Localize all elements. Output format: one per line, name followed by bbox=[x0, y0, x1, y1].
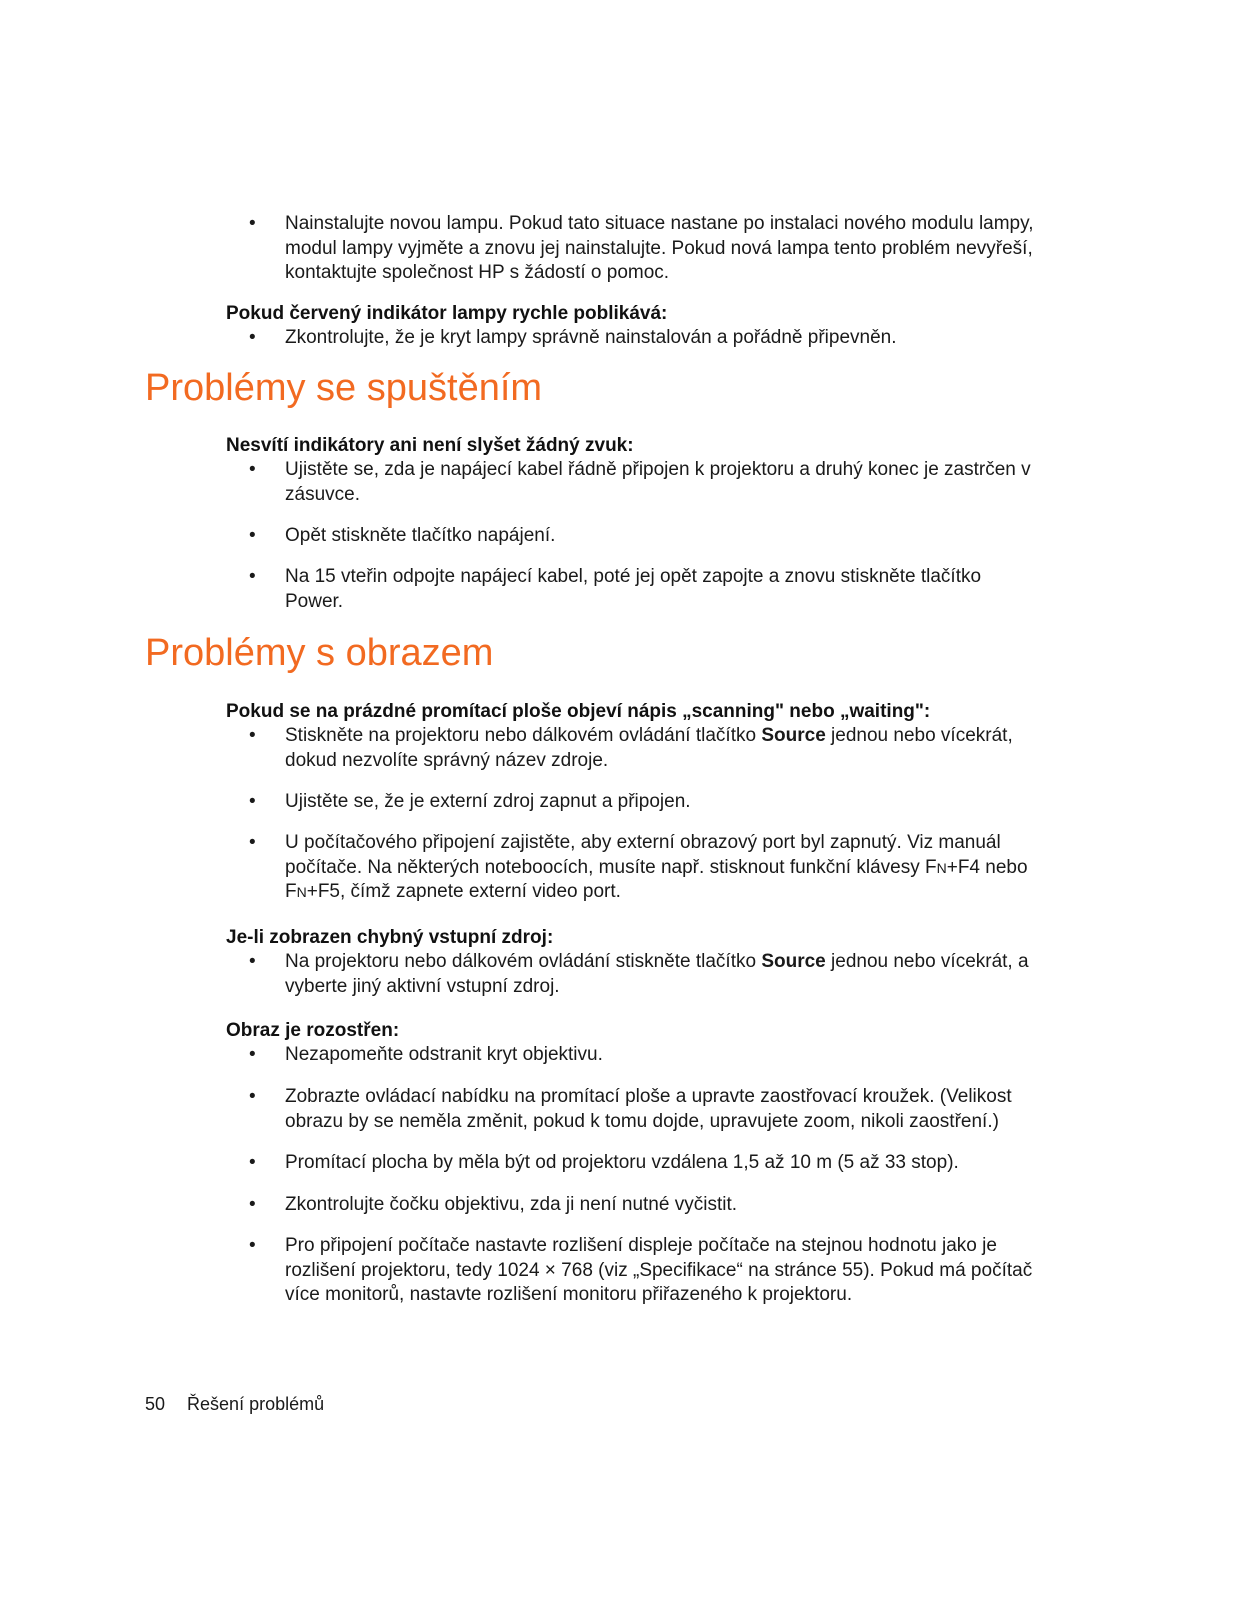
source-button-label: Source bbox=[761, 951, 826, 972]
list-item: • Na projektoru nebo dálkovém ovládání stiskněte tlačítko Source jednou nebo vícekrát, a vyberte jiný aktivní vstupní zdroj. bbox=[249, 951, 1029, 997]
key-name-small-caps: N bbox=[936, 859, 947, 876]
subheading: Obraz je rozostřen: bbox=[226, 1020, 400, 1041]
list-item-text: +F5, čímž zapnete externí video port. bbox=[306, 881, 621, 902]
list-item: • Promítací plocha by měla být od projektoru vzdálena 1,5 až 10 m (5 až 33 stop). bbox=[263, 1151, 1043, 1176]
list-item-text: Zkontrolujte čočku objektivu, zda ji není nutné vyčistit. bbox=[285, 1194, 738, 1215]
section-heading: Problémy s obrazem bbox=[145, 632, 494, 674]
list-item: • Zkontrolujte, že je kryt lampy správně nainstalován a pořádně připevněn. bbox=[263, 326, 1043, 351]
list-item-text: Nainstalujte novou lampu. Pokud tato situace nastane po instalaci nového modulu lampy, modul lampy vyjměte a znovu jej nainstalujte. Pokud nová lampa tento problém nevyřeší, kontaktujte společnost HP s žádostí o pomoc. bbox=[285, 213, 1034, 283]
list-item-text: Zobrazte ovládací nabídku na promítací ploše a upravte zaostřovací kroužek. (Velikost obrazu by se neměla změnit, pokud k tomu dojde, upravujete zoom, nikoli zaostření.) bbox=[285, 1086, 1012, 1132]
list-item-text: jednou nebo vícekrát, dokud nezvolíte správný název zdroje. bbox=[285, 725, 1013, 771]
list-item: • Ujistěte se, že je externí zdroj zapnut a připojen. bbox=[263, 790, 1043, 815]
source-button-label: Source bbox=[761, 725, 826, 746]
subheading: Pokud se na prázdné promítací ploše objeví nápis „scanning" nebo „waiting": bbox=[226, 701, 931, 722]
list-item-text: Stiskněte na projektoru nebo dálkovém ovládání tlačítko bbox=[285, 725, 762, 746]
list-item: • Ujistěte se, zda je napájecí kabel řádně připojen k projektoru a druhý konec je zastrčen v zásuvce. bbox=[263, 458, 1043, 507]
key-name-small-caps: N bbox=[296, 884, 307, 900]
subheading: Je-li zobrazen chybný vstupní zdroj: bbox=[226, 927, 554, 948]
list-item: • Zkontrolujte čočku objektivu, zda ji není nutné vyčistit. bbox=[263, 1193, 1043, 1218]
list-item-text: U počítačového připojení zajistěte, aby externí obrazový port byl zapnutý. Viz manuál počítače. Na některých noteboocích, musíte např. stisknout funkční klávesy F bbox=[285, 832, 1001, 878]
section-heading: Problémy se spuštěním bbox=[145, 367, 543, 409]
list-item: • Opět stiskněte tlačítko napájení. bbox=[263, 524, 1043, 549]
list-item-text: Ujistěte se, že je externí zdroj zapnut a připojen. bbox=[285, 791, 691, 812]
list-item: • Na 15 vteřin odpojte napájecí kabel, poté jej opět zapojte a znovu stiskněte tlačítko Power. bbox=[263, 565, 1043, 614]
list-item-text: Zkontrolujte, že je kryt lampy správně nainstalován a pořádně připevněn. bbox=[285, 327, 897, 348]
list-item-text: Pro připojení počítače nastavte rozlišení displeje počítače na stejnou hodnotu jako je rozlišení projektoru, tedy 1024 × 768 (viz „Specifikace“ na stránce 55). Pokud má počítač více monitorů, nastavte rozlišení monitoru přiřazeného k projektoru. bbox=[285, 1235, 1033, 1305]
subheading: Pokud červený indikátor lampy rychle poblikává: bbox=[226, 303, 668, 324]
list-item-text: Nezapomeňte odstranit kryt objektivu. bbox=[285, 1044, 603, 1065]
list-item-text: Ujistěte se, zda je napájecí kabel řádně připojen k projektoru a druhý konec je zastrčen v zásuvce. bbox=[285, 459, 1031, 505]
list-item: • Nainstalujte novou lampu. Pokud tato situace nastane po instalaci nového modulu lampy, modul lampy vyjměte a znovu jej nainstalujte. Pokud nová lampa tento problém nevyřeší, kontaktujte společnost HP s žádostí o pomoc. bbox=[263, 212, 1043, 286]
list-item-text: Na projektoru nebo dálkovém ovládání stiskněte tlačítko bbox=[285, 951, 762, 972]
list-item: • Nezapomeňte odstranit kryt objektivu. bbox=[263, 1043, 1043, 1068]
list-item-text: +F4 nebo F bbox=[285, 856, 1028, 902]
page-number: 50 bbox=[145, 1394, 166, 1414]
page-footer bbox=[145, 1393, 324, 1415]
footer-section-title: Řešení problémů bbox=[187, 1394, 325, 1414]
subheading: Nesvítí indikátory ani není slyšet žádný zvuk: bbox=[226, 435, 634, 456]
list-item-text: Promítací plocha by měla být od projektoru vzdálena 1,5 až 10 m (5 až 33 stop). bbox=[285, 1152, 959, 1173]
list-item-text: jednou nebo vícekrát, a vyberte jiný aktivní vstupní zdroj. bbox=[285, 951, 1029, 997]
list-item-text: Opět stiskněte tlačítko napájení. bbox=[285, 525, 556, 546]
list-item: • Stiskněte na projektoru nebo dálkovém ovládání tlačítko Source jednou nebo vícekrát, dokud nezvolíte správný název zdroje. bbox=[249, 725, 1013, 771]
list-item-text: Na 15 vteřin odpojte napájecí kabel, poté jej opět zapojte a znovu stiskněte tlačítko Power. bbox=[285, 566, 982, 612]
list-item: • Zobrazte ovládací nabídku na promítací ploše a upravte zaostřovací kroužek. (Velikost obrazu by se neměla změnit, pokud k tomu dojde, upravujete zoom, nikoli zaostření.) bbox=[263, 1085, 1043, 1134]
list-item: • Pro připojení počítače nastavte rozlišení displeje počítače na stejnou hodnotu jako je rozlišení projektoru, tedy 1024 × 768 (viz „Specifikace“ na stránce 55). Pokud má počítač více monitorů, nastavte rozlišení monitoru přiřazeného k projektoru. bbox=[263, 1234, 1043, 1308]
list-item: • U počítačového připojení zajistěte, aby externí obrazový port byl zapnutý. Viz manuál počítače. Na některých noteboocích, musíte např. stisknout funkční klávesy FN+F4 nebo FN+F5, čímž zapnete externí video port. bbox=[249, 832, 1028, 902]
